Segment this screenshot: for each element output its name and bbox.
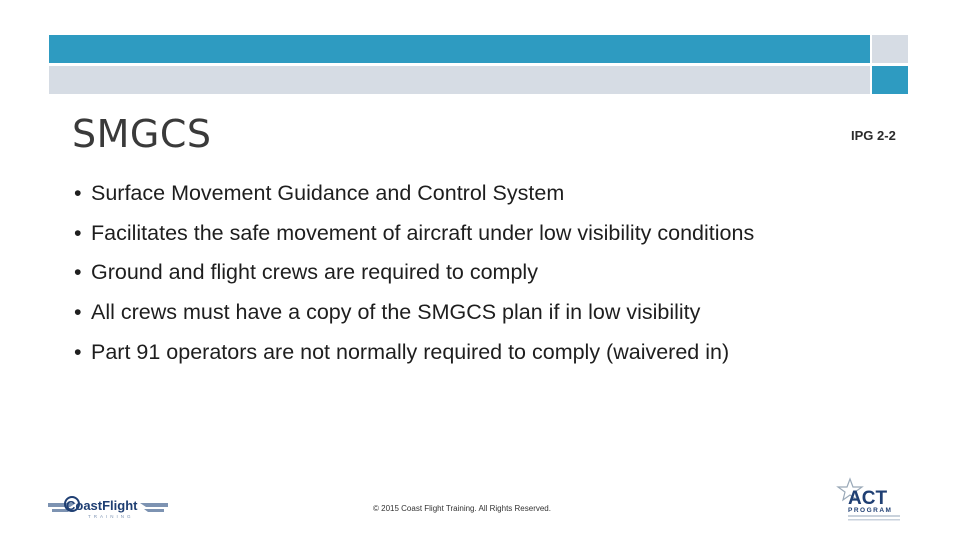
logo-right-subtext: PROGRAM	[848, 507, 893, 514]
footer-copyright: © 2015 Coast Flight Training. All Rights Reserved.	[373, 504, 551, 513]
logo-left-subtext: TRAINING	[88, 514, 134, 519]
bullet-item: • Facilitates the safe movement of aircraft under low visibility conditions	[74, 221, 755, 245]
slide-title: SMGCS	[72, 112, 212, 156]
bullet-text: Part 91 operators are not normally required to comply (waivered in)	[91, 340, 730, 364]
act-program-logo	[836, 477, 912, 523]
bullet-item: • Part 91 operators are not normally required to comply (waivered in)	[74, 340, 730, 364]
coastflight-logo	[46, 490, 170, 520]
slide-code: IPG 2-2	[851, 128, 896, 143]
bullet-text: Facilitates the safe movement of aircraft under low visibility conditions	[91, 221, 755, 245]
header-bar-bottom	[49, 66, 870, 94]
bullet-text: All crews must have a copy of the SMGCS plan if in low visibility	[91, 300, 701, 324]
bullet-item: • All crews must have a copy of the SMGCS plan if in low visibility	[74, 300, 701, 324]
header-bar-top	[49, 35, 870, 63]
bullet-item: • Ground and flight crews are required to comply	[74, 260, 538, 284]
bullet-item: • Surface Movement Guidance and Control System	[74, 181, 565, 205]
header-bar-bottom-end	[872, 66, 908, 94]
bullet-text: Ground and flight crews are required to comply	[91, 260, 538, 284]
logo-right-text: ACT	[848, 488, 888, 509]
bullet-text: Surface Movement Guidance and Control System	[91, 181, 565, 205]
header-bar-top-end	[872, 35, 908, 63]
logo-left-text: CoastFlight	[66, 498, 138, 513]
bullet-list	[74, 178, 894, 377]
